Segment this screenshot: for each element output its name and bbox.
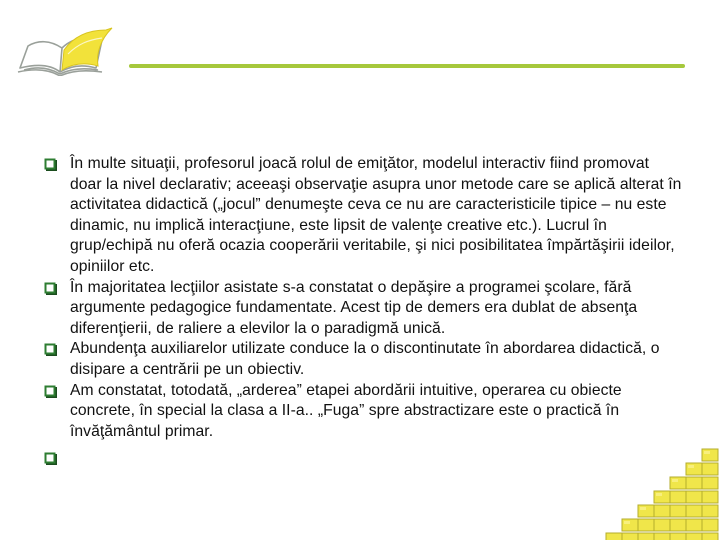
bullet-item-2 (44, 278, 684, 340)
checkbox-square-bullet-icon (44, 282, 57, 295)
bullet-text (70, 449, 74, 466)
bullet-item-5 (44, 448, 684, 469)
bullet-item-3 (44, 339, 684, 380)
bullet-item-4 (44, 381, 684, 443)
bullet-text: Am constatat, totodată, „arderea” etapei abordării intuitive, operarea cu obiecte concrete, în special la clasa a II-a.. „Fuga” spre abstractizare este o practică în învăţământul primar. (70, 381, 622, 440)
bullet-list (44, 154, 684, 469)
title-rule (129, 64, 685, 68)
bullet-text: În multe situaţii, profesorul joacă rolul de emiţător, modelul interactiv fiind promovat doar la nivel declarativ; aceeaşi observaţie asupra unor metode care se aplică alterat în activitatea didactică („jocul” denumeşte ceva ce nu are caracteristicile tipice – nu este dinamic, nu implică interacţiune, este lipsit de valenţe creative etc.). Lucrul în grup/echipă nu oferă ocazia cooperării veritabile, şi nici posibilitatea împărtăşirii ideilor, opiniilor etc. (70, 155, 682, 275)
open-book-icon (14, 24, 114, 76)
bullet-text: Abundenţa auxiliarelor utilizate conduce la o discontinutate în abordarea didactică, o disipare a centrării pe un obiectiv. (70, 340, 660, 378)
bullet-text: În majoritatea lecţiilor asistate s-a constatat o depăşire a programei şcolare, fără argumente pedagogice fundamentate. Acest tip de demers era dublat de absenţa diferenţierii, de raliere a elevilor la o paradigmă unică. (70, 278, 638, 337)
bullet-item-1 (44, 154, 684, 278)
yellow-block-stairs-icon (590, 445, 720, 540)
checkbox-square-bullet-icon (44, 385, 57, 398)
checkbox-square-bullet-icon (44, 158, 57, 171)
checkbox-square-bullet-icon (44, 343, 57, 356)
checkbox-square-bullet-icon (44, 452, 57, 465)
